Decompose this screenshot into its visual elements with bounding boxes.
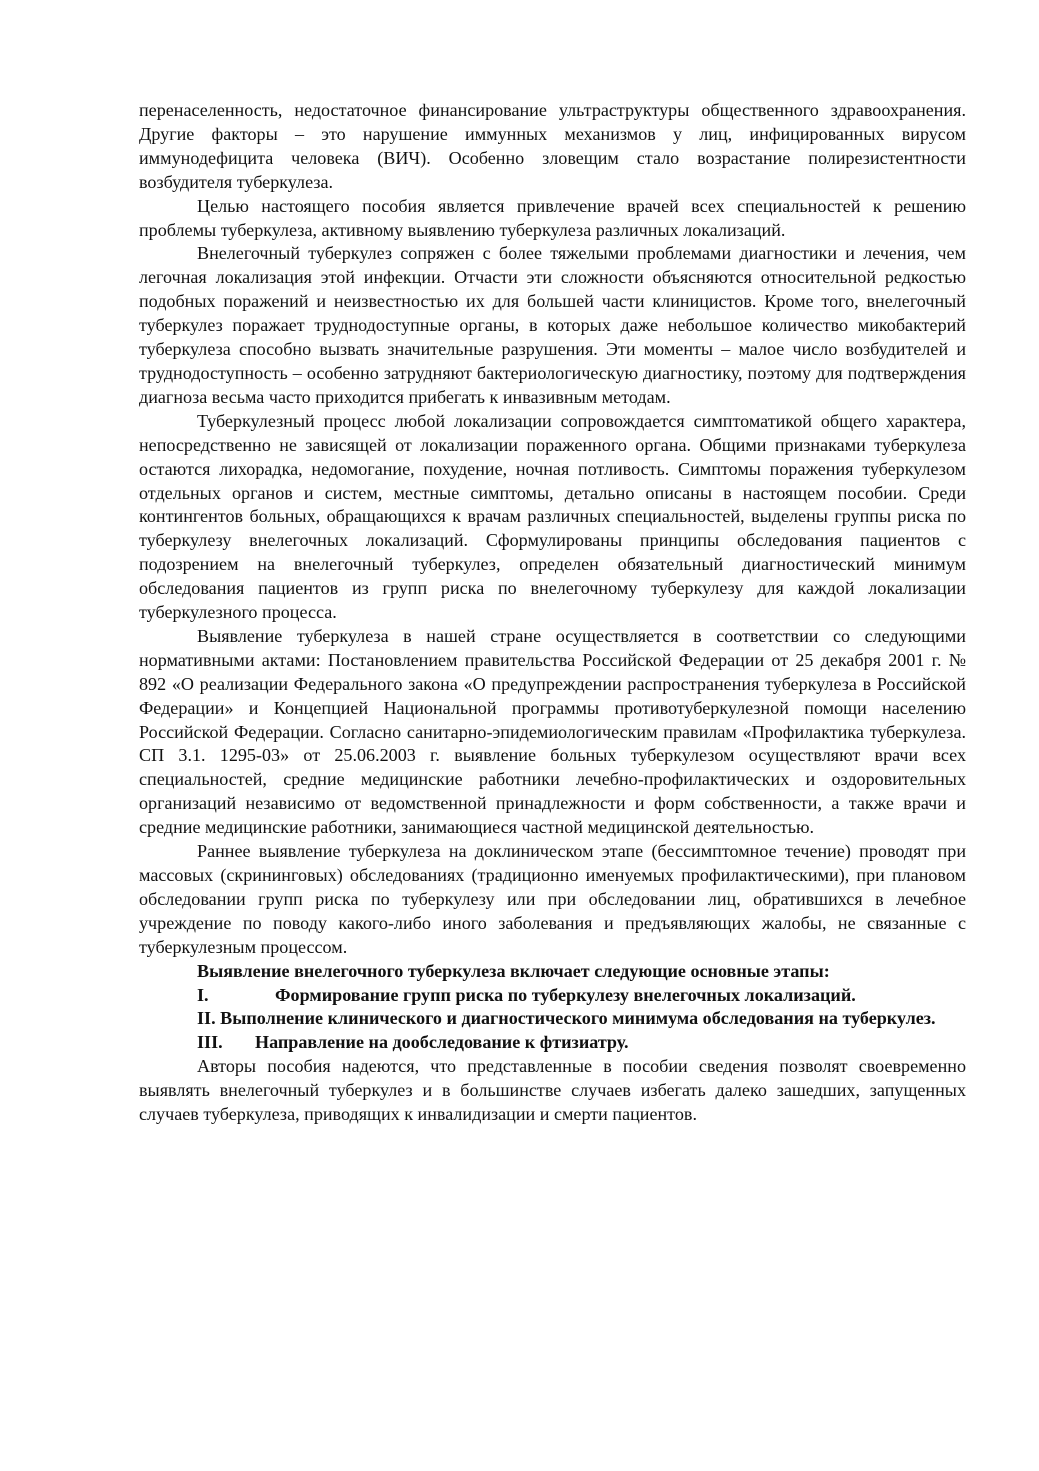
stage-item-1	[139, 984, 966, 1008]
closing-paragraph: Авторы пособия надеются, что представленные в пособии сведения позволят своевременно выявлять внелегочный туберкулез и в большинстве случаев избегать далеко зашедших, запущенных случаев туберкулеза, приводящих к инвалидизации и смерти пациентов.	[139, 1056, 966, 1125]
stage-number: II.	[197, 1008, 216, 1029]
stage-item-3	[139, 1031, 966, 1055]
stages-heading: Выявление внелегочного туберкулеза включает следующие основные этапы:	[197, 960, 830, 981]
document-page	[139, 99, 966, 1127]
paragraph-1: перенаселенность, недостаточное финансирование ультраструктуры общественного здравоохранения. Другие факторы – это нарушение иммунных механизмов у лиц, инфицированных вирусом иммунодефицита человека (ВИЧ). Особенно зловещим стало возрастание полирезистентности возбудителя туберкулеза.	[139, 100, 966, 192]
stage-text: Выполнение клинического и диагностического минимума обследования на туберкулез.	[220, 1008, 936, 1029]
paragraph-2: Целью настоящего пособия является привлечение врачей всех специальностей к решению проблемы туберкулеза, активному выявлению туберкулеза различных локализаций.	[139, 195, 966, 240]
stage-number: III.	[197, 1032, 223, 1053]
paragraph-6: Раннее выявление туберкулеза на доклиническом этапе (бессимптомное течение) проводят при массовых (скрининговых) обследованиях (традиционно именуемых профилактическими), при плановом обследовании групп риска по туберкулезу или при обследовании лиц, обратившихся в лечебное учреждение по поводу какого-либо иного заболевания и предъявляющих жалобы, не связанные с туберкулезным процессом.	[139, 841, 966, 957]
stage-item-2	[139, 1007, 966, 1031]
paragraph-4: Туберкулезный процесс любой локализации сопровождается симптоматикой общего характера, непосредственно не зависящей от локализации пораженного органа. Общими признаками туберкулеза остаются лихорадка, недомогание, похудение, ночная потливость. Симптомы поражения туберкулезом отдельных органов и систем, местные симптомы, детально описаны в настоящем пособии. Среди контингентов больных, обращающихся к врачам различных специальностей, выделены группы риска по туберкулезу внелегочных локализаций. Сформулированы принципы обследования пациентов с подозрением на внелегочный туберкулез, определен обязательный диагностический минимум обследования пациентов из групп риска по внелегочному туберкулезу для каждой локализации туберкулезного процесса.	[139, 410, 966, 623]
stage-number: I.	[197, 984, 209, 1005]
stage-text: Формирование групп риска по туберкулезу внелегочных локализаций.	[275, 984, 856, 1005]
paragraph-5: Выявление туберкулеза в нашей стране осуществляется в соответствии со следующими нормативными актами: Постановлением правительства Российской Федерации от 25 декабря 2001 г. № 892 «О реализации Федерального закона «О предупреждении распространения туберкулеза в Российской Федерации» и Концепцией Национальной программы противотуберкулезной помощи населению Российской Федерации. Согласно санитарно-эпидемиологическим правилам «Профилактика туберкулеза. СП 3.1. 1295-03» от 25.06.2003 г. выявление больных туберкулезом осуществляют врачи всех специальностей, средние медицинские работники лечебно-профилактических и оздоровительных организаций независимо от ведомственной принадлежности и форм собственности, а также врачи и средние медицинские работники, занимающиеся частной медицинской деятельностью.	[139, 625, 966, 838]
stage-text: Направление на дообследование к фтизиатру.	[255, 1032, 629, 1053]
paragraph-3: Внелегочный туберкулез сопряжен с более тяжелыми проблемами диагностики и лечения, чем легочная локализация этой инфекции. Отчасти эти сложности объясняются относительной редкостью подобных поражений и неизвестностью их для большей части клиницистов. Кроме того, внелегочный туберкулез поражает труднодоступные органы, в которых даже небольшое количество микобактерий туберкулеза способно вызвать значительные разрушения. Эти моменты – малое число возбудителей и труднодоступность – особенно затрудняют бактериологическую диагностику, поэтому для подтверждения диагноза весьма часто приходится прибегать к инвазивным методам.	[139, 243, 966, 407]
